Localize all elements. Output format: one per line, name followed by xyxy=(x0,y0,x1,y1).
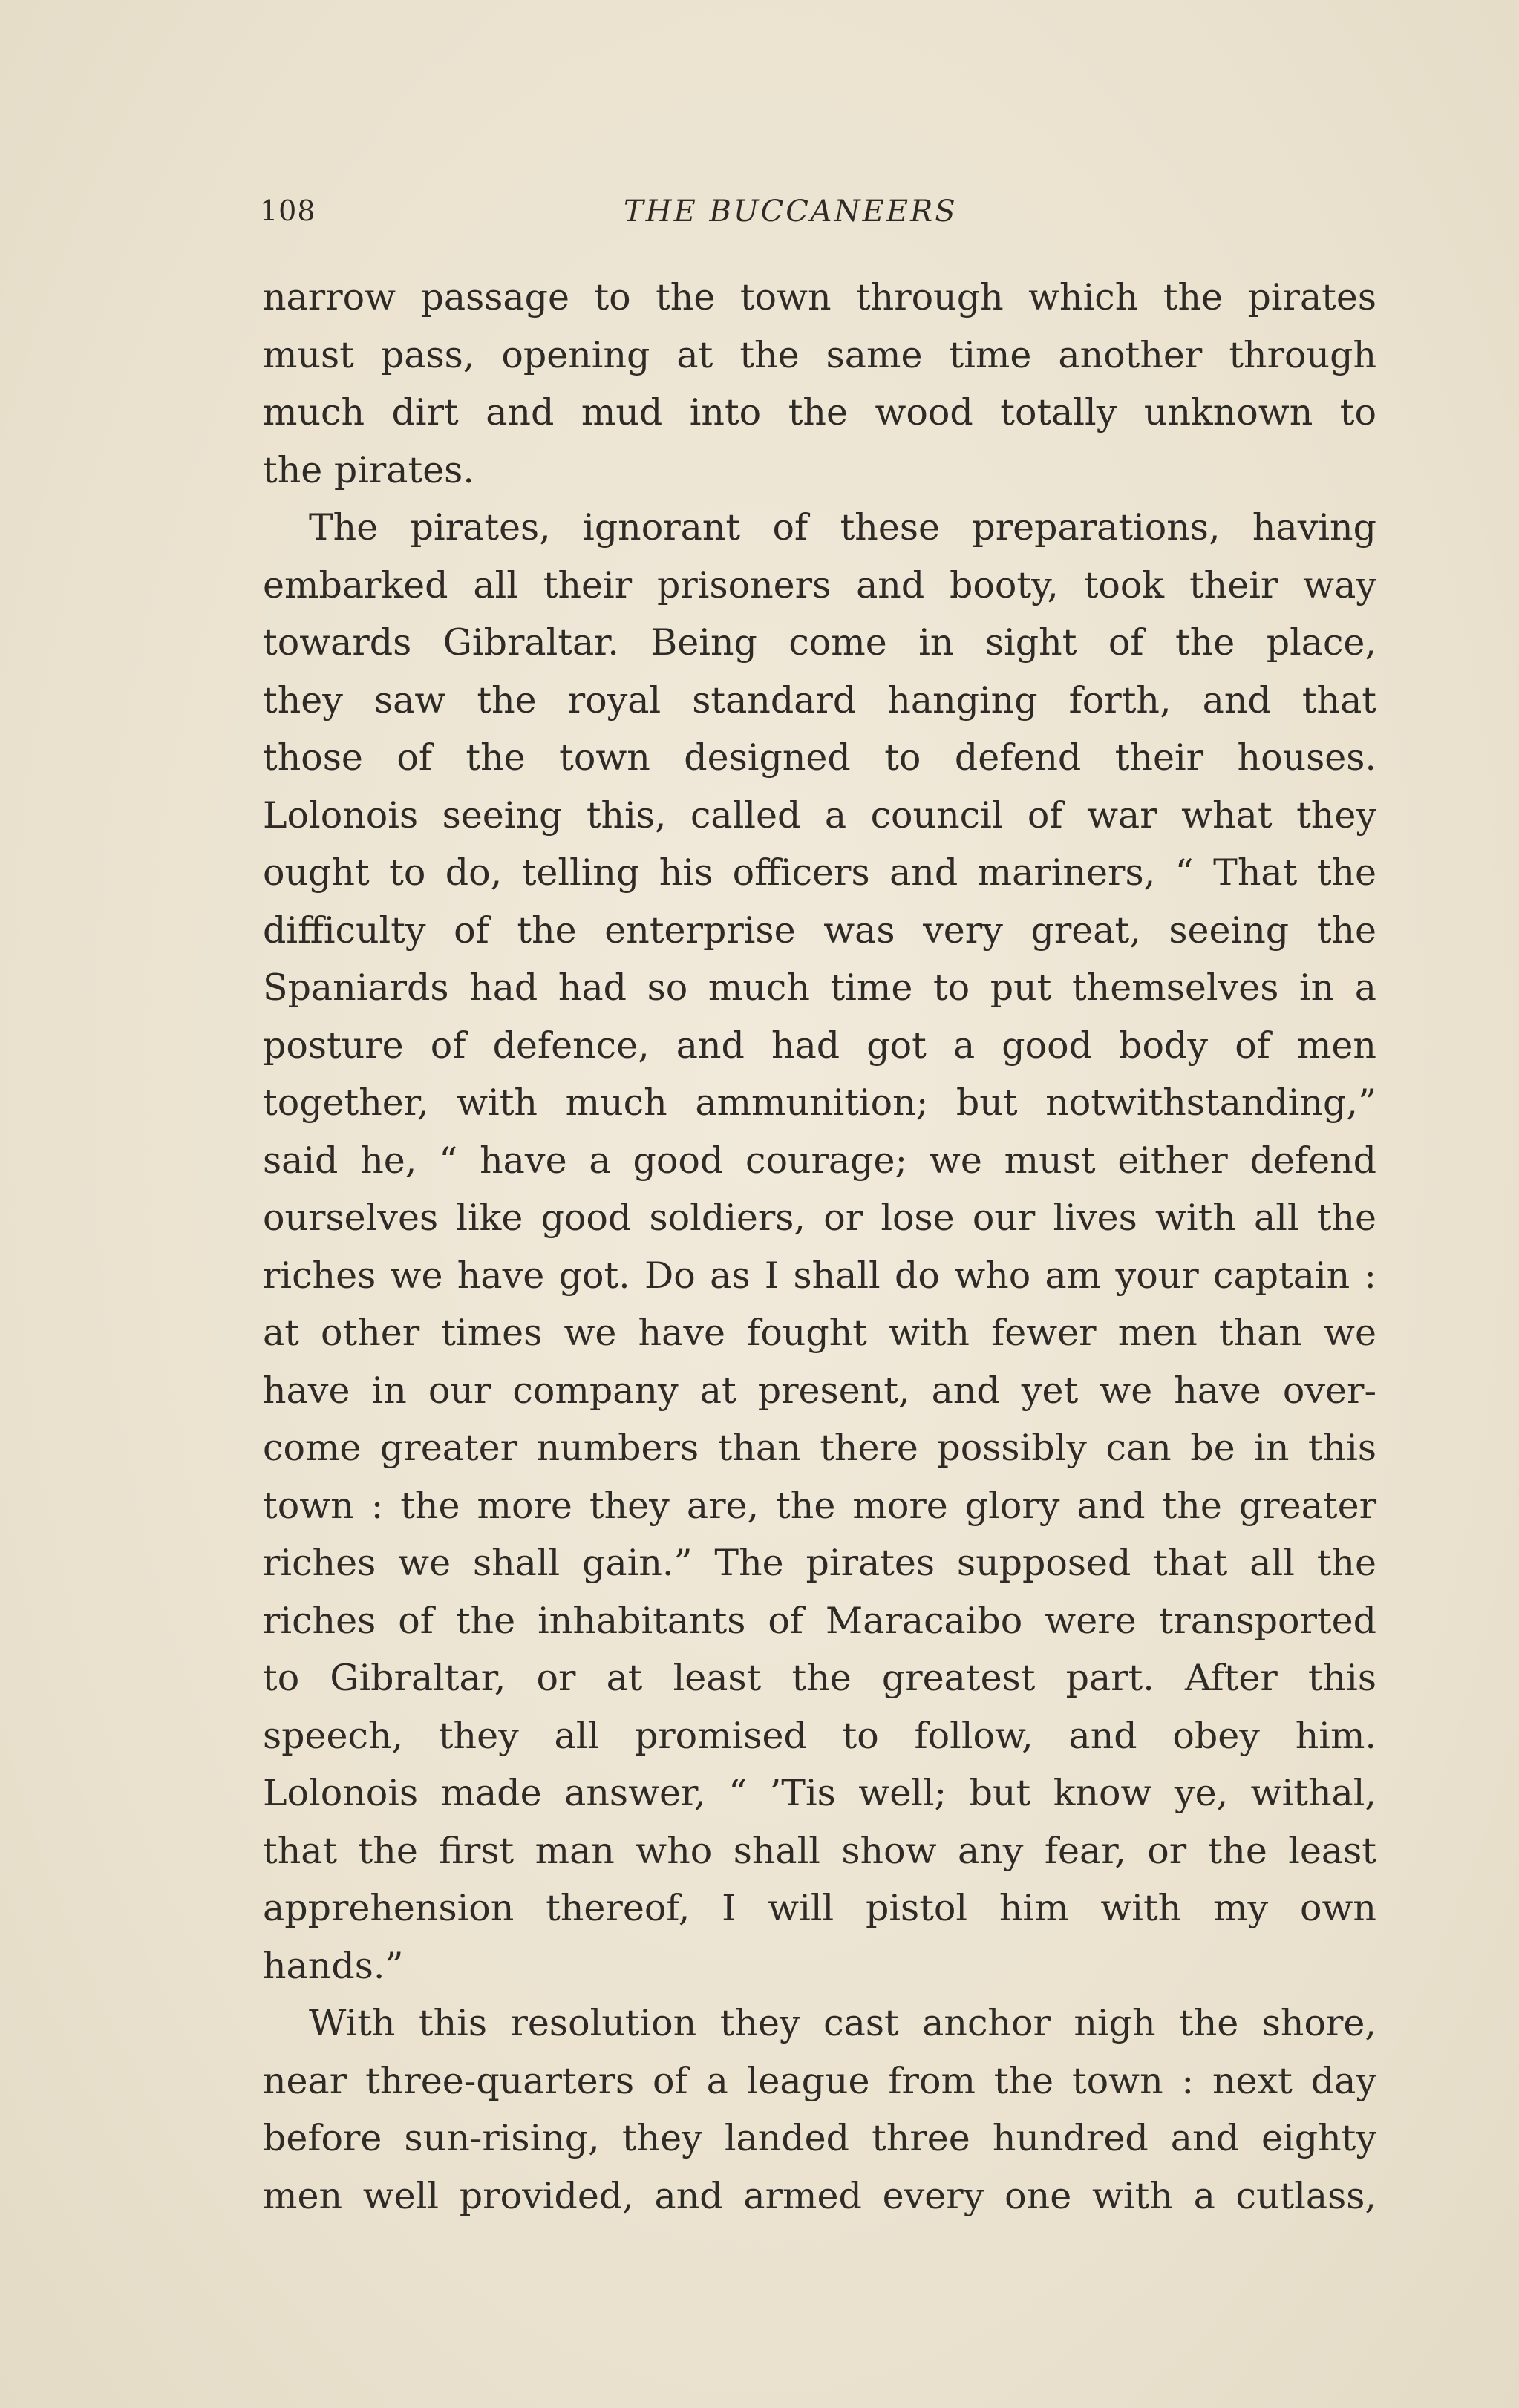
text-line: ourselves like good soldiers, or lose our lives with all the xyxy=(263,1197,1376,1239)
text-line: Spaniards had had so much time to put themselves in a xyxy=(263,966,1376,1009)
text-line: posture of defence, and had got a good body of men xyxy=(263,1024,1376,1067)
text-line: speech, they all promised to follow, and obey him. xyxy=(263,1714,1376,1757)
text-line: Lolonois made answer, “ ’Tis well; but know ye, withal, xyxy=(263,1772,1376,1814)
text-line: Lolonois seeing this, called a council of war what they xyxy=(263,794,1376,837)
text-line: riches we shall gain.” The pirates supposed that all the xyxy=(263,1542,1376,1584)
text-line: said he, “ have a good courage; we must either defend xyxy=(263,1139,1376,1182)
text-line: embarked all their prisoners and booty, took their way xyxy=(263,563,1376,606)
text-line: have in our company at present, and yet we have over- xyxy=(263,1369,1376,1412)
text-line: before sun-rising, they landed three hundred and eighty xyxy=(263,2117,1376,2159)
text-line: riches of the inhabitants of Maracaibo were transported xyxy=(263,1599,1376,1642)
text-line: must pass, opening at the same time another through xyxy=(263,333,1376,376)
text-line: together, with much ammunition; but notwithstanding,” xyxy=(263,1082,1376,1124)
page-header xyxy=(260,194,1388,239)
text-line: come greater numbers than there possibly can be in this xyxy=(263,1427,1376,1469)
page-number: 108 xyxy=(260,194,316,227)
text-line: they saw the royal standard hanging forth, and that xyxy=(263,678,1376,722)
text-line: With this resolution they cast anchor nigh the shore, xyxy=(309,2002,1376,2044)
text-line: men well provided, and armed every one with a cutlass, xyxy=(263,2174,1376,2217)
text-line: towards Gibraltar. Being come in sight of the place, xyxy=(263,621,1376,664)
text-line: difficulty of the enterprise was very great, seeing the xyxy=(263,909,1376,952)
text-line: near three-quarters of a league from the town : next day xyxy=(263,2059,1376,2102)
text-line: apprehension thereof, I will pistol him with my own xyxy=(263,1887,1376,1929)
text-line: town : the more they are, the more glory and the greater xyxy=(263,1484,1376,1527)
text-line: to Gibraltar, or at least the greatest part. After this xyxy=(263,1657,1376,1699)
text-line: that the first man who shall show any fear, or the least xyxy=(263,1829,1376,1872)
text-line: the pirates. xyxy=(263,448,474,491)
text-line: hands.” xyxy=(263,1944,404,1987)
text-line: riches we have got. Do as I shall do who am your captain : xyxy=(263,1254,1376,1297)
body-text xyxy=(263,269,1376,2225)
text-line: at other times we have fought with fewer men than we xyxy=(263,1312,1376,1354)
text-line: much dirt and mud into the wood totally unknown to xyxy=(263,391,1376,433)
text-line: ought to do, telling his officers and mariners, “ That the xyxy=(263,851,1376,894)
running-title: THE BUCCANEERS xyxy=(624,194,958,229)
text-line: narrow passage to the town through which the pirates xyxy=(263,276,1376,318)
text-line: The pirates, ignorant of these preparations, having xyxy=(309,506,1376,549)
text-line: those of the town designed to defend their houses. xyxy=(263,736,1376,779)
